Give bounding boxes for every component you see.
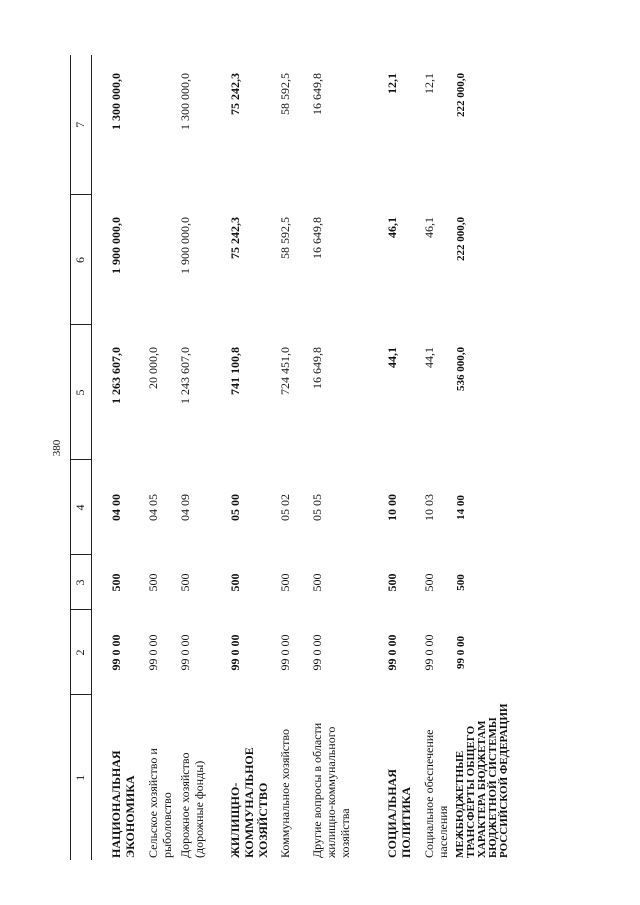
row-code: 99 0 00 [109,634,123,671]
row-name: Дорожное хозяйство (дорожные фонды) [178,752,206,858]
row-code: 99 0 00 [228,634,242,671]
table-row [455,55,515,860]
row-code: 99 0 00 [385,634,399,671]
row-code: 99 0 00 [310,634,324,671]
table-row [279,55,311,860]
row-section: 14 00 [455,495,467,520]
budget-table-rotated [70,55,625,860]
row-section: 05 02 [278,494,292,521]
row-code: 99 0 00 [146,634,160,671]
row-section: 10 03 [422,494,436,521]
row-value-5: 44,1 [422,347,436,368]
row-name: Сельское хозяйство и рыболовство [146,748,174,858]
row-value-5: 724 451,0 [278,347,292,395]
row-name: Социальное обеспечение населения [422,729,450,858]
row-section: 04 09 [178,494,192,521]
table-row [92,55,148,860]
row-value-7: 58 592,5 [278,73,292,115]
column-header-3: 3 [71,555,92,610]
row-value-5: 20 000,0 [146,347,160,389]
table-row [386,55,423,860]
row-section: 04 00 [109,494,123,521]
row-value-6: 16 649,8 [310,217,324,259]
row-col3: 500 [455,574,467,591]
column-header-2: 2 [71,610,92,695]
row-value-7: 1 300 000,0 [178,73,192,130]
column-header-4: 4 [71,460,92,555]
row-name: СОЦИАЛЬНАЯ ПОЛИТИКА [385,769,413,858]
table-header-row [71,55,92,860]
row-code: 99 0 00 [422,634,436,671]
row-col3: 500 [228,573,242,592]
row-value-6: 58 592,5 [278,217,292,259]
table-row [311,55,386,860]
row-value-7: 16 649,8 [310,73,324,115]
row-section: 05 00 [228,494,242,521]
row-code: 99 0 00 [278,634,292,671]
row-value-7: 12,1 [385,73,399,94]
row-value-6: 46,1 [385,217,399,238]
row-value-6: 1 900 000,0 [178,217,192,274]
column-header-5: 5 [71,325,92,460]
row-value-7: 1 300 000,0 [109,73,123,130]
row-col3: 500 [109,573,123,592]
row-section: 04 05 [146,494,160,521]
budget-table [70,55,515,860]
row-section: 10 00 [385,494,399,521]
row-name: ЖИЛИЩНО-КОММУНАЛЬНОЕ ХОЗЯЙСТВО [228,747,270,858]
row-col3: 500 [146,573,160,592]
row-col3: 500 [178,573,192,592]
row-value-5: 1 243 607,0 [178,347,192,404]
row-code: 99 0 00 [455,636,467,669]
row-value-5: 1 263 607,0 [109,347,123,404]
table-row [423,55,455,860]
row-value-7: 222 000,0 [455,73,467,117]
table-row [229,55,279,860]
row-name: Коммунальное хозяйство [278,729,292,858]
row-col3: 500 [422,573,436,592]
row-code: 99 0 00 [178,634,192,671]
row-col3: 500 [278,573,292,592]
column-header-7: 7 [71,55,92,195]
row-value-6: 1 900 000,0 [109,217,123,274]
row-col3: 500 [385,573,399,592]
row-name: НАЦИОНАЛЬНАЯ ЭКОНОМИКА [109,750,137,858]
row-name: Другие вопросы в области жилищно-коммунального хозяйства [310,722,352,858]
table-row [147,55,179,860]
row-value-7 [147,55,179,195]
row-value-7: 75 242,3 [228,73,242,115]
row-value-6: 46,1 [422,217,436,238]
row-section: 05 05 [310,494,324,521]
row-value-5: 536 000,0 [455,347,467,391]
row-value-5: 741 100,8 [228,347,242,395]
row-value-6: 222 000,0 [455,217,467,261]
column-header-1: 1 [71,695,92,860]
row-name: МЕЖБЮДЖЕТНЫЕ ТРАНСФЕРТЫ ОБЩЕГО ХАРАКТЕРА БЮДЖЕТАМ БЮДЖЕТНОЙ СИСТЕМЫ РОССИЙСКОЙ ФЕДЕРАЦИИ [454,703,510,858]
row-value-5: 16 649,8 [310,347,324,389]
table-row [179,55,229,860]
row-col3: 500 [310,573,324,592]
row-value-6 [147,195,179,325]
row-value-6: 75 242,3 [228,217,242,259]
row-value-7: 12,1 [422,73,436,94]
page-number: 380 [51,439,63,457]
column-header-6: 6 [71,195,92,325]
row-value-5: 44,1 [385,347,399,368]
